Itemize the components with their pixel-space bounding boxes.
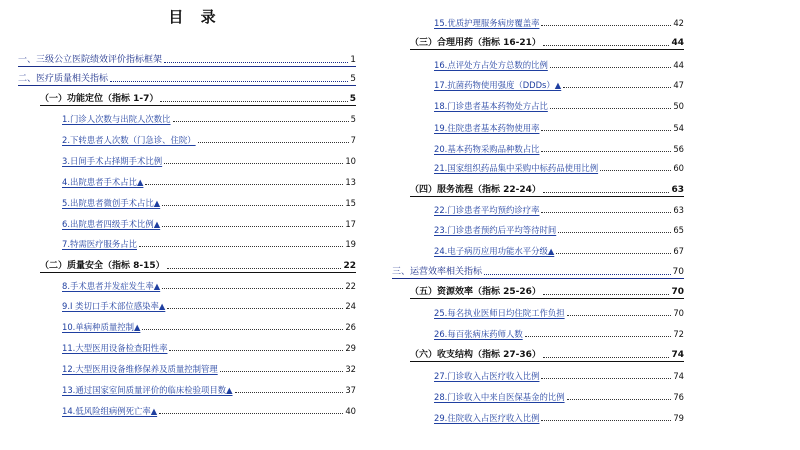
toc-entry-title: （一）功能定位（指标 1-7） bbox=[40, 94, 159, 104]
toc-leader-dots bbox=[541, 151, 671, 152]
toc-page-number: 70 bbox=[672, 267, 684, 277]
toc-page-number: 29 bbox=[345, 343, 356, 353]
toc-page-number: 40 bbox=[345, 406, 356, 416]
toc-item[interactable] bbox=[434, 160, 684, 174]
toc-entry-title: 26.每百张病床药师人数 bbox=[434, 329, 523, 339]
toc-item[interactable] bbox=[62, 278, 356, 292]
toc-page-number: 26 bbox=[345, 322, 356, 332]
page-title: 目 录 bbox=[168, 8, 222, 26]
toc-item[interactable] bbox=[434, 15, 684, 29]
toc-page-number: 42 bbox=[673, 18, 684, 28]
toc-entry-title: 13.通过国家室间质量评价的临床检验项目数▲ bbox=[62, 385, 233, 395]
toc-entry-title: 4.出院患者手术占比▲ bbox=[62, 177, 144, 187]
toc-page-number: 1 bbox=[350, 55, 356, 65]
toc-page-number: 5 bbox=[349, 94, 356, 104]
toc-page-number: 44 bbox=[671, 38, 684, 48]
toc-leader-dots bbox=[543, 357, 670, 358]
toc-entry-title: 12.大型医用设备维修保养及质量控制管理 bbox=[62, 364, 218, 374]
toc-leader-dots bbox=[160, 101, 347, 102]
toc-page-number: 47 bbox=[673, 80, 684, 90]
toc-leader-dots bbox=[550, 108, 672, 109]
toc-entry-title: 19.住院患者基本药物使用率 bbox=[434, 123, 540, 133]
toc-subsection[interactable] bbox=[410, 347, 684, 362]
toc-leader-dots bbox=[198, 142, 349, 143]
toc-leader-dots bbox=[162, 288, 343, 289]
toc-item[interactable] bbox=[434, 222, 684, 236]
toc-item[interactable] bbox=[62, 361, 356, 375]
toc-page-number: 15 bbox=[345, 198, 356, 208]
toc-entry-title: 18.门诊患者基本药物处方占比 bbox=[434, 101, 548, 111]
toc-item[interactable] bbox=[62, 195, 356, 209]
toc-entry-title: （六）收支结构（指标 27-36） bbox=[410, 350, 541, 360]
toc-entry-title: 3.日间手术占择期手术比例 bbox=[62, 156, 163, 166]
toc-item[interactable] bbox=[62, 340, 356, 354]
toc-leader-dots bbox=[567, 399, 672, 400]
toc-item[interactable] bbox=[62, 382, 356, 396]
toc-entry-title: 14.低风险组病例死亡率▲ bbox=[62, 406, 158, 416]
toc-entry-title: （二）质量安全（指标 8-15） bbox=[40, 261, 165, 271]
toc-entry-title: 10.单病种质量控制▲ bbox=[62, 322, 141, 332]
toc-page-number: 50 bbox=[673, 101, 684, 111]
toc-entry-title: 1.门诊人次数与出院人次数比 bbox=[62, 114, 171, 124]
toc-item[interactable] bbox=[434, 389, 684, 403]
toc-leader-dots bbox=[567, 315, 672, 316]
toc-leader-dots bbox=[550, 67, 672, 68]
toc-leader-dots bbox=[541, 25, 671, 26]
toc-entry-title: 24.电子病历应用功能水平分级▲ bbox=[434, 246, 555, 256]
toc-leader-dots bbox=[543, 45, 670, 46]
toc-item[interactable] bbox=[62, 403, 356, 417]
toc-section[interactable] bbox=[18, 71, 356, 86]
toc-leader-dots bbox=[484, 274, 671, 275]
toc-page-number: 17 bbox=[345, 219, 356, 229]
toc-item[interactable] bbox=[434, 305, 684, 319]
toc-item[interactable] bbox=[434, 202, 684, 216]
toc-item[interactable] bbox=[434, 368, 684, 382]
toc-entry-title: 15.优质护理服务病房覆盖率 bbox=[434, 18, 540, 28]
toc-entry-title: 7.特需医疗服务占比 bbox=[62, 239, 137, 249]
toc-entry-title: 20.基本药物采购品种数占比 bbox=[434, 144, 540, 154]
toc-item[interactable] bbox=[62, 319, 356, 333]
toc-entry-title: 8.手术患者并发症发生率▲ bbox=[62, 281, 161, 291]
toc-leader-dots bbox=[110, 81, 348, 82]
toc-leader-dots bbox=[235, 392, 344, 393]
toc-entry-title: 5.出院患者微创手术占比▲ bbox=[62, 198, 161, 208]
toc-leader-dots bbox=[541, 378, 671, 379]
toc-entry-title: 23.门诊患者预约后平均等待时间 bbox=[434, 225, 557, 235]
toc-item[interactable] bbox=[62, 132, 356, 146]
toc-entry-title: 6.出院患者四级手术比例▲ bbox=[62, 219, 161, 229]
toc-entry-title: 9.I 类切口手术部位感染率▲ bbox=[62, 301, 166, 311]
toc-leader-dots bbox=[159, 413, 343, 414]
toc-entry-title: 一、三级公立医院绩效评价指标框架 bbox=[18, 55, 163, 65]
toc-page-number: 32 bbox=[345, 364, 356, 374]
toc-leader-dots bbox=[220, 371, 344, 372]
toc-page-number: 70 bbox=[673, 308, 684, 318]
toc-leader-dots bbox=[541, 212, 671, 213]
toc-page-number: 10 bbox=[345, 156, 356, 166]
toc-page-number: 7 bbox=[350, 135, 356, 145]
toc-entry-title: 22.门诊患者平均预约诊疗率 bbox=[434, 205, 540, 215]
toc-leader-dots bbox=[541, 130, 671, 131]
toc-leader-dots bbox=[162, 226, 343, 227]
toc-entry-title: 三、运营效率相关指标 bbox=[392, 267, 483, 277]
toc-section[interactable] bbox=[18, 52, 356, 67]
toc-page-number: 70 bbox=[671, 287, 684, 297]
toc-item[interactable] bbox=[62, 216, 356, 230]
toc-entry-title: 17.抗菌药物使用强度（DDDs）▲ bbox=[434, 80, 562, 90]
toc-entry-title: 11.大型医用设备检查阳性率 bbox=[62, 343, 168, 353]
toc-page-number: 79 bbox=[673, 413, 684, 423]
toc-page-number: 54 bbox=[673, 123, 684, 133]
toc-entry-title: 21.国家组织药品集中采购中标药品使用比例 bbox=[434, 163, 599, 173]
toc-subsection[interactable] bbox=[410, 35, 684, 50]
toc-subsection[interactable] bbox=[410, 182, 684, 197]
toc-item[interactable] bbox=[434, 141, 684, 155]
toc-leader-dots bbox=[162, 205, 343, 206]
toc-subsection[interactable] bbox=[410, 284, 684, 299]
toc-leader-dots bbox=[167, 268, 342, 269]
toc-page-number: 44 bbox=[673, 60, 684, 70]
toc-entry-title: 二、医疗质量相关指标 bbox=[18, 74, 109, 84]
toc-entry-title: （四）服务流程（指标 22-24） bbox=[410, 185, 541, 195]
toc-leader-dots bbox=[600, 170, 671, 171]
toc-item[interactable] bbox=[434, 410, 684, 424]
toc-section[interactable] bbox=[392, 264, 684, 279]
toc-leader-dots bbox=[543, 294, 670, 295]
toc-page-number: 74 bbox=[673, 371, 684, 381]
toc-entry-title: （三）合理用药（指标 16-21） bbox=[410, 38, 541, 48]
toc-page-number: 63 bbox=[671, 185, 684, 195]
toc-item[interactable] bbox=[62, 153, 356, 167]
toc-leader-dots bbox=[525, 336, 672, 337]
toc-leader-dots bbox=[543, 192, 670, 193]
toc-page-number: 19 bbox=[345, 239, 356, 249]
toc-page-number: 5 bbox=[350, 74, 356, 84]
toc-page-number: 5 bbox=[350, 114, 356, 124]
toc-leader-dots bbox=[164, 163, 343, 164]
toc-item[interactable] bbox=[62, 111, 356, 125]
toc-leader-dots bbox=[139, 246, 343, 247]
toc-page-number: 22 bbox=[345, 281, 356, 291]
toc-entry-title: 29.住院收入占医疗收入比例 bbox=[434, 413, 540, 423]
toc-leader-dots bbox=[173, 121, 349, 122]
toc-item[interactable] bbox=[434, 120, 684, 134]
toc-item[interactable] bbox=[434, 98, 684, 112]
toc-entry-title: 2.下转患者人次数（门急诊、住院） bbox=[62, 135, 196, 145]
toc-item[interactable] bbox=[434, 243, 684, 257]
toc-item[interactable] bbox=[434, 326, 684, 340]
toc-page-number: 56 bbox=[673, 144, 684, 154]
toc-leader-dots bbox=[164, 62, 348, 63]
toc-leader-dots bbox=[558, 232, 671, 233]
toc-item[interactable] bbox=[434, 57, 684, 71]
toc-leader-dots bbox=[169, 350, 343, 351]
toc-page-number: 74 bbox=[671, 350, 684, 360]
toc-leader-dots bbox=[167, 308, 343, 309]
toc-page-number: 22 bbox=[343, 261, 356, 271]
toc-page-number: 65 bbox=[673, 225, 684, 235]
toc-entry-title: 16.点评处方占处方总数的比例 bbox=[434, 60, 548, 70]
toc-item[interactable] bbox=[62, 174, 356, 188]
toc-leader-dots bbox=[541, 420, 671, 421]
toc-leader-dots bbox=[145, 184, 343, 185]
toc-page-number: 76 bbox=[673, 392, 684, 402]
toc-item[interactable] bbox=[62, 236, 356, 250]
toc-item[interactable] bbox=[434, 77, 684, 91]
toc-leader-dots bbox=[563, 87, 671, 88]
toc-page-number: 72 bbox=[673, 329, 684, 339]
toc-entry-title: 27.门诊收入占医疗收入比例 bbox=[434, 371, 540, 381]
toc-leader-dots bbox=[556, 253, 671, 254]
toc-item[interactable] bbox=[62, 298, 356, 312]
toc-page-number: 13 bbox=[345, 177, 356, 187]
toc-subsection[interactable] bbox=[40, 91, 356, 106]
toc-entry-title: 25.每名执业医师日均住院工作负担 bbox=[434, 308, 565, 318]
toc-page-number: 67 bbox=[673, 246, 684, 256]
toc-page-number: 63 bbox=[673, 205, 684, 215]
toc-page-number: 60 bbox=[673, 163, 684, 173]
toc-leader-dots bbox=[142, 329, 343, 330]
toc-page-number: 37 bbox=[345, 385, 356, 395]
toc-page-number: 24 bbox=[345, 301, 356, 311]
toc-subsection[interactable] bbox=[40, 258, 356, 273]
toc-entry-title: 28.门诊收入中来自医保基金的比例 bbox=[434, 392, 565, 402]
toc-entry-title: （五）资源效率（指标 25-26） bbox=[410, 287, 541, 297]
